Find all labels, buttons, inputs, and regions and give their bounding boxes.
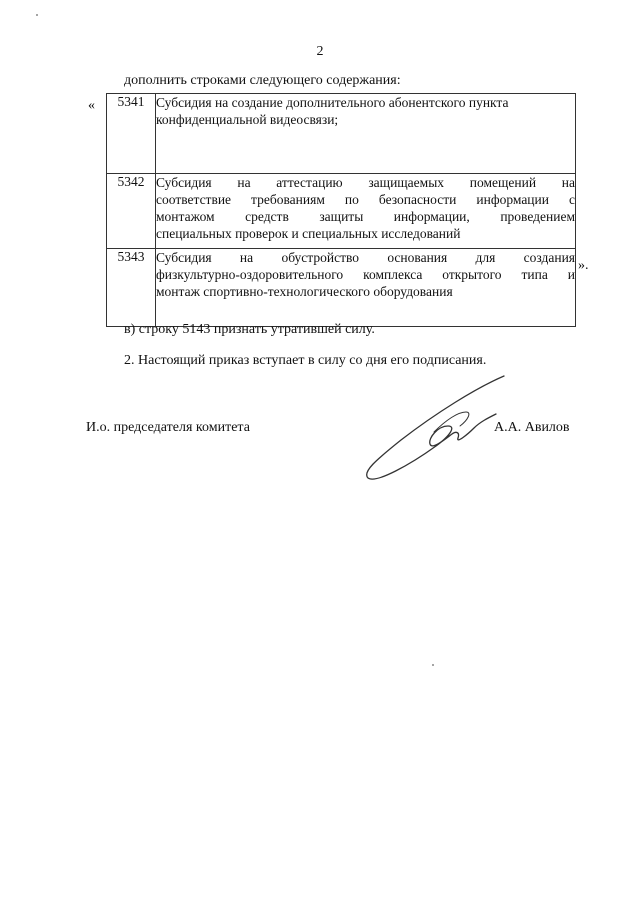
intro-text: дополнить строками следующего содержания:: [124, 73, 401, 88]
row-code: 5342: [107, 174, 156, 249]
effective-date-paragraph: 2. Настоящий приказ вступает в силу со дня его подписания.: [124, 353, 487, 368]
row-description: [156, 249, 576, 327]
table-row: [107, 94, 576, 174]
row-code: 5343: [107, 249, 156, 327]
signatory-role: И.о. председателя комитета: [86, 420, 250, 435]
note-paragraph: в) строку 5143 признать утратившей силу.: [124, 322, 375, 337]
table-row: [107, 174, 576, 249]
row-description-line: Субсидия на создание дополнительного абонентского пункта: [156, 95, 509, 110]
row-description-line: конфиденциальной видеосвязи;: [156, 112, 339, 127]
table-row: [107, 249, 576, 327]
scan-speck: [432, 664, 434, 666]
handwritten-signature: [356, 368, 506, 484]
page-number: 2: [316, 44, 324, 59]
row-description-line: Субсидия на обустройство основания для создания: [156, 250, 575, 265]
row-description-line: соответствие требованиям по безопасности информации с: [156, 192, 575, 207]
opening-quote: «: [88, 98, 95, 113]
row-description: [156, 174, 576, 249]
budget-codes-table: [106, 93, 576, 327]
scan-speck: [36, 14, 38, 16]
row-description: [156, 94, 576, 174]
row-description-line: Субсидия на аттестацию защищаемых помещений на: [156, 175, 575, 190]
row-description-line: специальных проверок и специальных исследований: [156, 226, 461, 241]
row-description-line: монтажом средств защиты информации, проведением: [156, 209, 575, 224]
row-code: 5341: [107, 94, 156, 174]
signatory-name: А.А. Авилов: [494, 420, 570, 435]
closing-quote: ».: [578, 258, 589, 273]
row-description-line: физкультурно-оздоровительного комплекса открытого типа и: [156, 267, 575, 282]
row-description-line: монтаж спортивно-технологического оборудования: [156, 284, 453, 299]
